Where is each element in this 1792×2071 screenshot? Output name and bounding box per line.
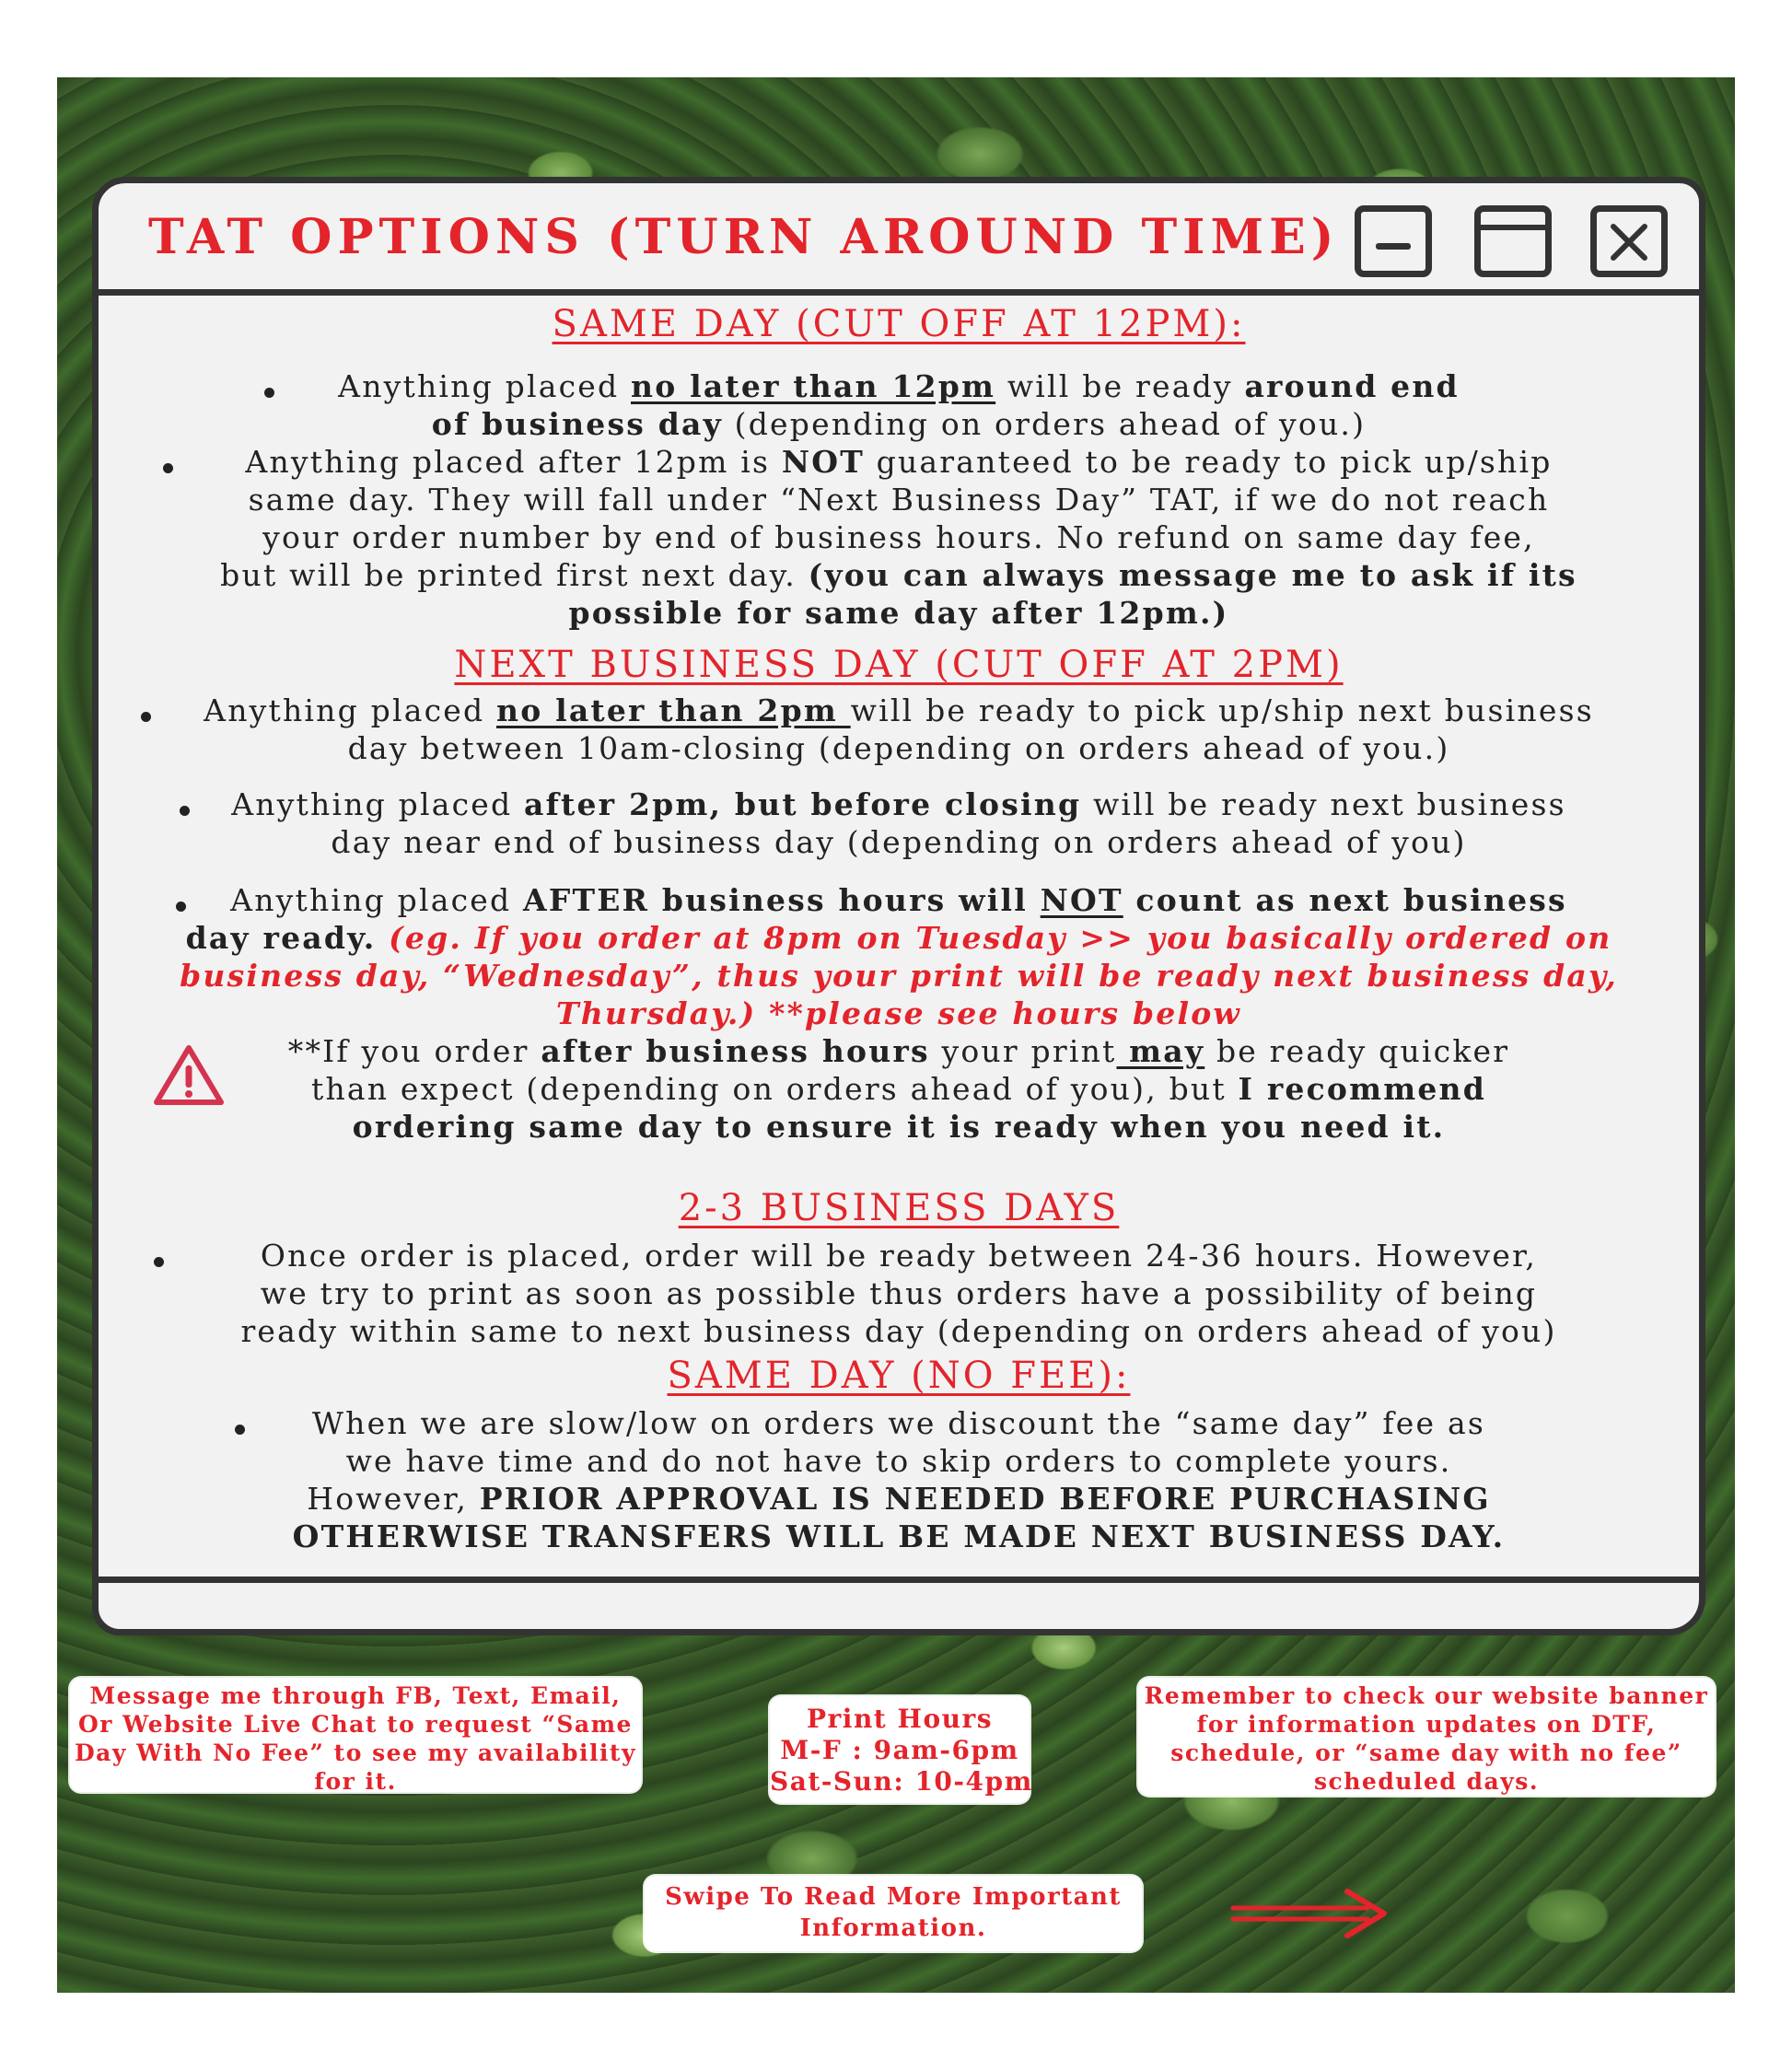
text: Anything placed	[338, 368, 632, 404]
text-bold: after business hours	[541, 1033, 930, 1069]
same-day-bullet-2	[99, 443, 1699, 632]
two-three-days-bullet	[99, 1237, 1699, 1350]
text-bold: after 2pm, but before closing	[524, 786, 1082, 822]
line	[99, 405, 1699, 443]
text-red: (eg. If you order at 8pm on Tuesday >> you basically ordered on	[389, 920, 1612, 956]
text: guaranteed to be ready to pick up/ship	[864, 444, 1553, 480]
line: When we are slow/low on orders we discount the “same day” fee as	[312, 1405, 1485, 1441]
text-underline: no later than 12pm	[631, 368, 996, 404]
title-bar-divider	[99, 289, 1699, 296]
line: ready within same to next business day (depending on orders ahead of you)	[240, 1313, 1557, 1349]
line	[154, 1032, 1644, 1070]
arrow-right-icon[interactable]	[1229, 1886, 1395, 1941]
text-underline: no later than 2pm	[496, 692, 851, 728]
line: Thursday.) **please see hours below	[555, 995, 1242, 1031]
text: will be ready next business	[1081, 786, 1566, 822]
line	[99, 785, 1699, 823]
text: Anything placed	[204, 692, 496, 728]
text: than expect (depending on orders ahead of you), but	[310, 1071, 1239, 1107]
close-icon[interactable]	[1590, 205, 1668, 277]
line	[99, 692, 1699, 729]
text-bold: I recommend	[1238, 1071, 1487, 1107]
sticker-line: Remember to check our website banner	[1144, 1682, 1709, 1709]
sticker-line: Day With No Fee” to see my availability	[74, 1739, 637, 1766]
website-banner-sticker	[1138, 1678, 1715, 1796]
line	[99, 367, 1699, 405]
line	[154, 1108, 1644, 1146]
text: **If you order	[287, 1033, 541, 1069]
sticker-line: schedule, or “same day with no fee”	[1170, 1739, 1682, 1766]
line	[99, 556, 1699, 594]
sticker-line: scheduled days.	[1313, 1768, 1540, 1795]
line: day near end of business day (depending on orders ahead of you)	[331, 824, 1467, 860]
text: However,	[307, 1481, 480, 1517]
sticker-line: Sat-Sun: 10-4pm	[770, 1766, 1033, 1797]
warning-note	[154, 1032, 1644, 1146]
line: day between 10am-closing (depending on orders ahead of you.)	[347, 730, 1450, 766]
text-bold: ordering same day to ensure it is ready when you need it.	[352, 1109, 1446, 1145]
line	[99, 919, 1699, 957]
window-bottom-divider	[99, 1577, 1699, 1583]
text: Anything placed after 12pm is	[245, 444, 782, 480]
same-day-bullet-1	[99, 367, 1699, 443]
line: Once order is placed, order will be ready between 24-36 hours. However,	[260, 1238, 1538, 1274]
line: your order number by end of business hours. No refund on same day fee,	[262, 519, 1535, 555]
sticker-line: for it.	[314, 1768, 397, 1795]
text-bold: PRIOR APPROVAL IS NEEDED BEFORE PURCHASING	[479, 1481, 1491, 1517]
swipe-sticker[interactable]	[645, 1876, 1142, 1951]
line: we try to print as soon as possible thus orders have a possibility of being	[260, 1275, 1538, 1311]
maximize-icon[interactable]	[1474, 205, 1552, 277]
text-underline: NOT	[1040, 882, 1123, 918]
minimize-icon[interactable]	[1355, 205, 1432, 277]
sticker-line: Information.	[799, 1914, 987, 1942]
text-bold: count as next business	[1123, 882, 1567, 918]
two-three-days-heading: 2-3 BUSINESS DAYS	[678, 1187, 1120, 1229]
text-bold: NOT	[781, 444, 865, 480]
line	[99, 881, 1699, 919]
text-bold: (you can always message me to ask if its	[808, 557, 1577, 593]
no-fee-heading: SAME DAY (NO FEE):	[667, 1355, 1131, 1397]
sticker-line: Swipe To Read More Important	[665, 1883, 1122, 1911]
text-bold: AFTER business hours will	[523, 882, 1041, 918]
message-me-sticker	[70, 1678, 641, 1795]
same-day-heading: SAME DAY (CUT OFF AT 12PM):	[552, 303, 1246, 345]
line: business day, “Wednesday”, thus your print will be ready next business day,	[180, 958, 1618, 994]
sticker-line: for information updates on DTF,	[1196, 1711, 1657, 1738]
text-bold: day ready.	[185, 920, 390, 956]
line	[154, 1070, 1644, 1108]
text-bold: OTHERWISE TRANSFERS WILL BE MADE NEXT BUSINESS DAY.	[292, 1518, 1506, 1554]
sticker-line: M-F : 9am-6pm	[780, 1735, 1019, 1765]
next-day-bullet-1	[99, 692, 1699, 767]
line	[99, 443, 1699, 481]
sticker-line: Or Website Live Chat to request “Same	[78, 1711, 633, 1738]
next-day-bullet-2	[99, 785, 1699, 861]
sticker-line: Print Hours	[807, 1704, 993, 1734]
line	[99, 1518, 1699, 1555]
text: your print	[929, 1033, 1117, 1069]
text: but will be printed first next day.	[220, 557, 809, 593]
print-hours-sticker	[770, 1696, 1033, 1803]
text: Anything placed	[231, 786, 525, 822]
text: be ready quicker	[1204, 1033, 1510, 1069]
next-day-bullet-3	[99, 881, 1699, 1032]
sticker-line: Message me through FB, Text, Email,	[89, 1682, 622, 1709]
line: we have time and do not have to skip orders to complete yours.	[345, 1443, 1452, 1479]
text: Anything placed	[230, 882, 524, 918]
line	[99, 1480, 1699, 1518]
text: will be ready to pick up/ship next business	[850, 692, 1594, 728]
text-bold: around end	[1244, 368, 1460, 404]
text: will be ready	[995, 368, 1245, 404]
text-underline: may	[1116, 1033, 1205, 1069]
next-day-heading: NEXT BUSINESS DAY (CUT OFF AT 2PM)	[454, 644, 1344, 686]
line: same day. They will fall under “Next Business Day” TAT, if we do not reach	[248, 482, 1550, 518]
text-bold: possible for same day after 12pm.)	[568, 595, 1229, 631]
no-fee-bullet	[99, 1404, 1699, 1555]
text: (depending on orders ahead of you.)	[722, 406, 1367, 442]
text-bold: of business day	[431, 406, 723, 442]
window-title: TAT OPTIONS (TURN AROUND TIME)	[148, 209, 1340, 265]
line	[99, 594, 1699, 632]
tat-window	[92, 177, 1705, 1635]
